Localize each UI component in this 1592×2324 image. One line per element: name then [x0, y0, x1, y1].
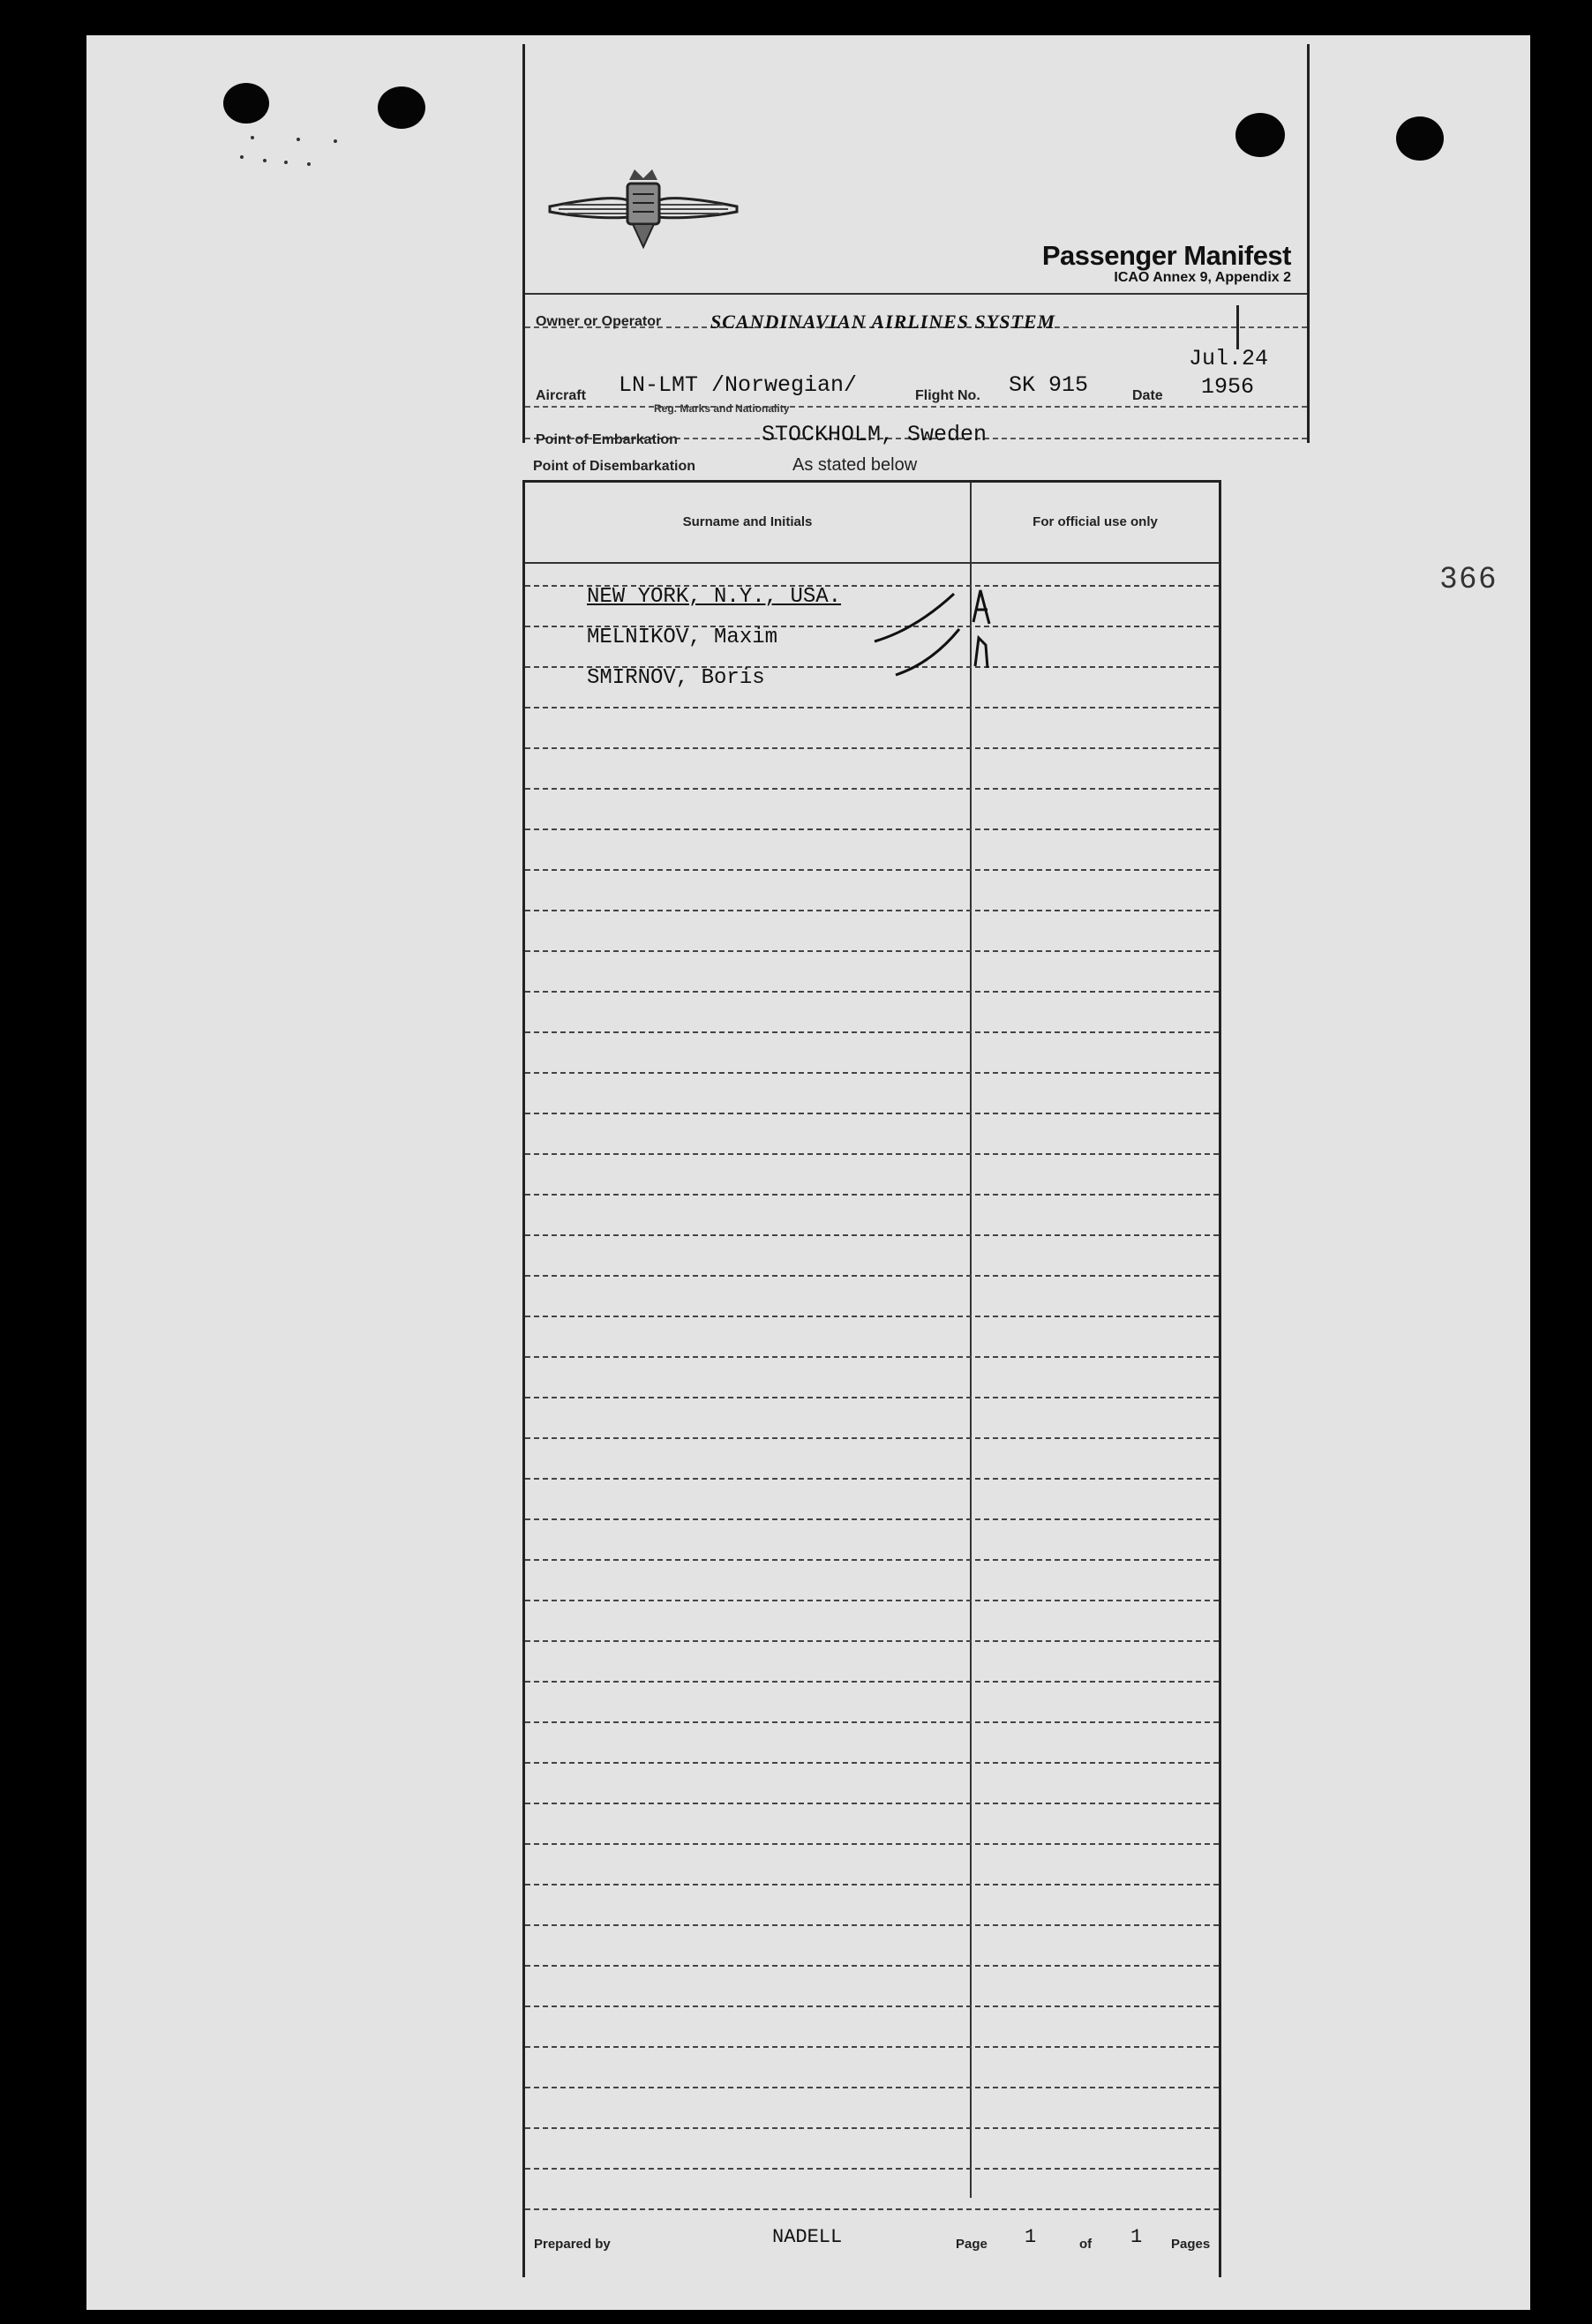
passenger-table [522, 480, 1221, 2277]
punch-hole [378, 86, 425, 129]
disembarkation-label: Point of Disembarkation [533, 459, 696, 474]
flight-value: SK 915 [1009, 372, 1089, 398]
aircraft-label: Aircraft [536, 388, 586, 403]
date-label: Date [1132, 388, 1163, 403]
of-value: 1 [1130, 2226, 1143, 2248]
form-subtitle: ICAO Annex 9, Appendix 2 [1114, 270, 1291, 285]
owner-label: Owner or Operator [536, 314, 662, 329]
passenger-name-entry: MELNIKOV, Maxim [587, 626, 778, 649]
embarkation-value: STOCKHOLM, Sweden [762, 422, 987, 447]
page-label: Page [956, 2237, 987, 2252]
column-header-official-use: For official use only [1033, 514, 1158, 529]
pages-label: Pages [1171, 2237, 1211, 2252]
aircraft-sublabel: Reg. Marks and Nationality [654, 402, 790, 415]
date-value-line1: Jul.24 [1188, 346, 1268, 371]
embarkation-label: Point of Embarkation [536, 432, 678, 447]
winged-crest-emblem-icon [541, 166, 746, 258]
date-value-line2: 1956 [1201, 374, 1255, 400]
manifest-header [522, 44, 1310, 447]
passenger-name-entry: SMIRNOV, Boris [587, 666, 765, 690]
passenger-manifest-form [522, 44, 1484, 2276]
margin-page-number: 366 [1440, 561, 1498, 595]
prepared-by-label: Prepared by [534, 2237, 611, 2252]
handwritten-check-marks [869, 583, 1019, 680]
form-title: Passenger Manifest [1041, 240, 1291, 271]
punch-hole [223, 83, 269, 124]
column-header-surname: Surname and Initials [682, 514, 813, 529]
aircraft-value: LN-LMT /Norwegian/ [619, 372, 858, 398]
of-label: of [1079, 2237, 1093, 2252]
disembarkation-value: As stated below [792, 455, 918, 475]
owner-value: SCANDINAVIAN AIRLINES SYSTEM [710, 311, 1056, 333]
prepared-by-value: NADELL [772, 2226, 843, 2248]
flight-label: Flight No. [915, 388, 980, 403]
destination-entry: NEW YORK, N.Y., USA. [587, 585, 842, 609]
page-value: 1 [1025, 2226, 1037, 2248]
